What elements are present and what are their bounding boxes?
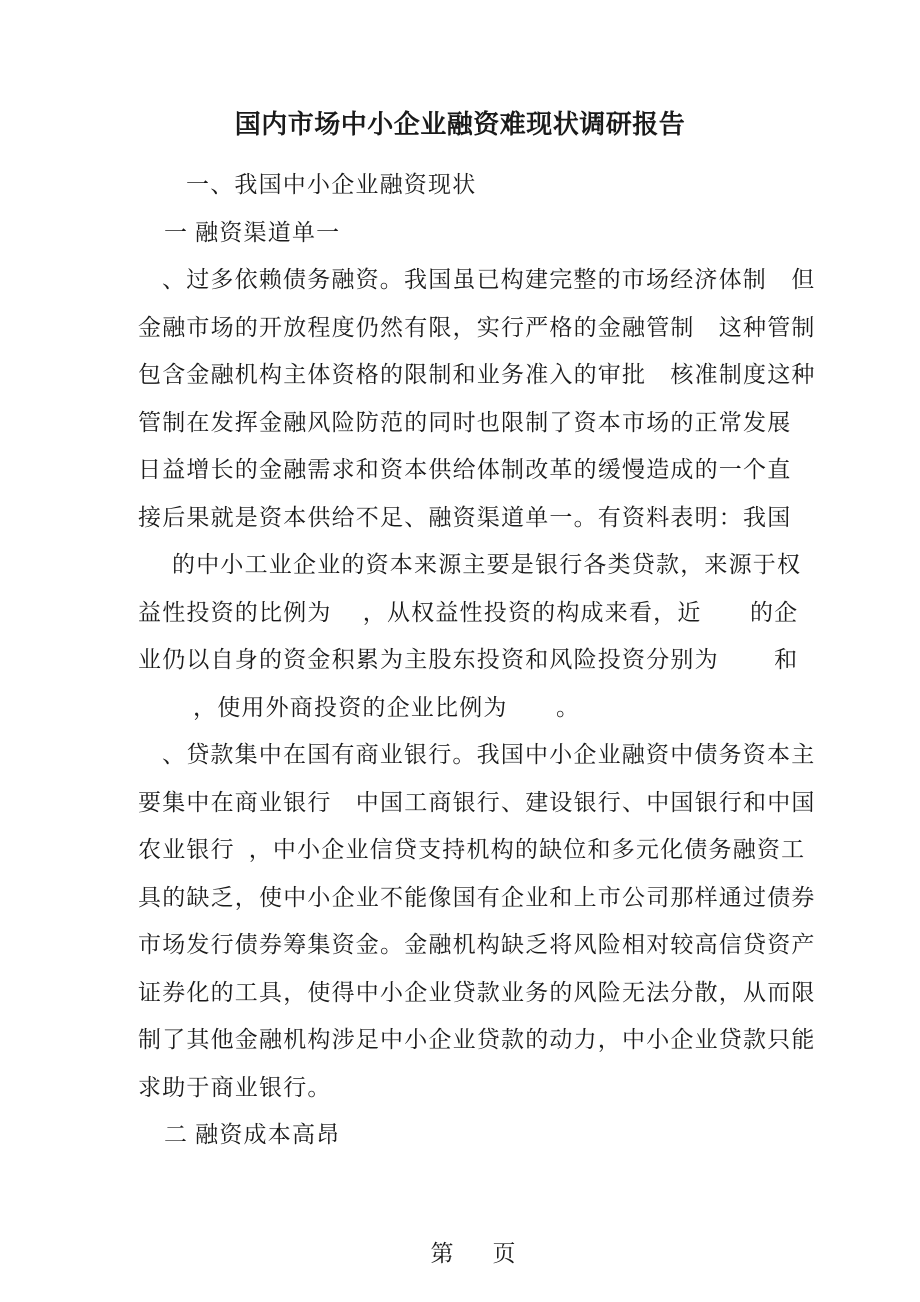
text-line: 的中小工业企业的资本来源主要是银行各类贷款，来源于权 [172,552,802,577]
page-footer-prefix: 第 [430,1241,455,1266]
text-line: 包含金融机构主体资格的限制和业务准入的审批 核准制度这种 [138,362,816,387]
text-line: 证券化的工具，使得中小企业贷款业务的风险无法分散，从而限 [138,979,816,1005]
section-heading: 一、我国中小企业融资现状 [186,172,477,197]
page-number-blank [455,1260,493,1261]
sub-heading: 一 融资渠道单一 [164,219,341,245]
text-line: 接后果就是资本供给不足、融资渠道单一。有资料表明：我国 [138,504,792,530]
text-line: 、过多依赖债务融资。我国虽已构建完整的市场经济体制 但 [162,267,816,292]
text-line: 具的缺乏，使中小企业不能像国有企业和上市公司那样通过债券 [138,884,816,910]
page-footer [0,1183,920,1266]
text-line: 农业银行 ，中小企业信贷支持机构的缺位和多元化债务融资工 [138,837,806,862]
text-line: 要集中在商业银行 中国工商银行、建设银行、中国银行和中国 [138,789,816,815]
document-title: 国内市场中小企业融资难现状调研报告 [234,110,686,139]
text-line: 制了其他金融机构涉足中小企业贷款的动力，中小企业贷款只能 [138,1027,816,1052]
text-line: 求助于商业银行。 [138,1074,332,1100]
text-line: 日益增长的金融需求和资本供给体制改革的缓慢造成的一个直 [138,457,792,482]
text-line: ，使用外商投资的企业比例为 。 [193,694,581,720]
text-line: 益性投资的比例为 ，从权益性投资的构成来看，近 的企 [138,599,799,625]
text-line: 、贷款集中在国有商业银行。我国中小企业融资中债务资本主 [162,742,816,767]
text-line: 市场发行债券筹集资金。金融机构缺乏将风险相对较高信贷资产 [138,932,816,957]
text-line: 业仍以自身的资金积累为主股东投资和风险投资分别为 和 [138,647,799,672]
sub-heading: 二 融资成本高昂 [164,1122,341,1147]
text-line: 管制在发挥金融风险防范的同时也限制了资本市场的正常发展 [138,409,792,435]
page-footer-suffix: 页 [492,1241,517,1266]
document-body [138,161,816,1159]
text-line: 金融市场的开放程度仍然有限，实行严格的金融管制 这种管制 [138,314,816,340]
